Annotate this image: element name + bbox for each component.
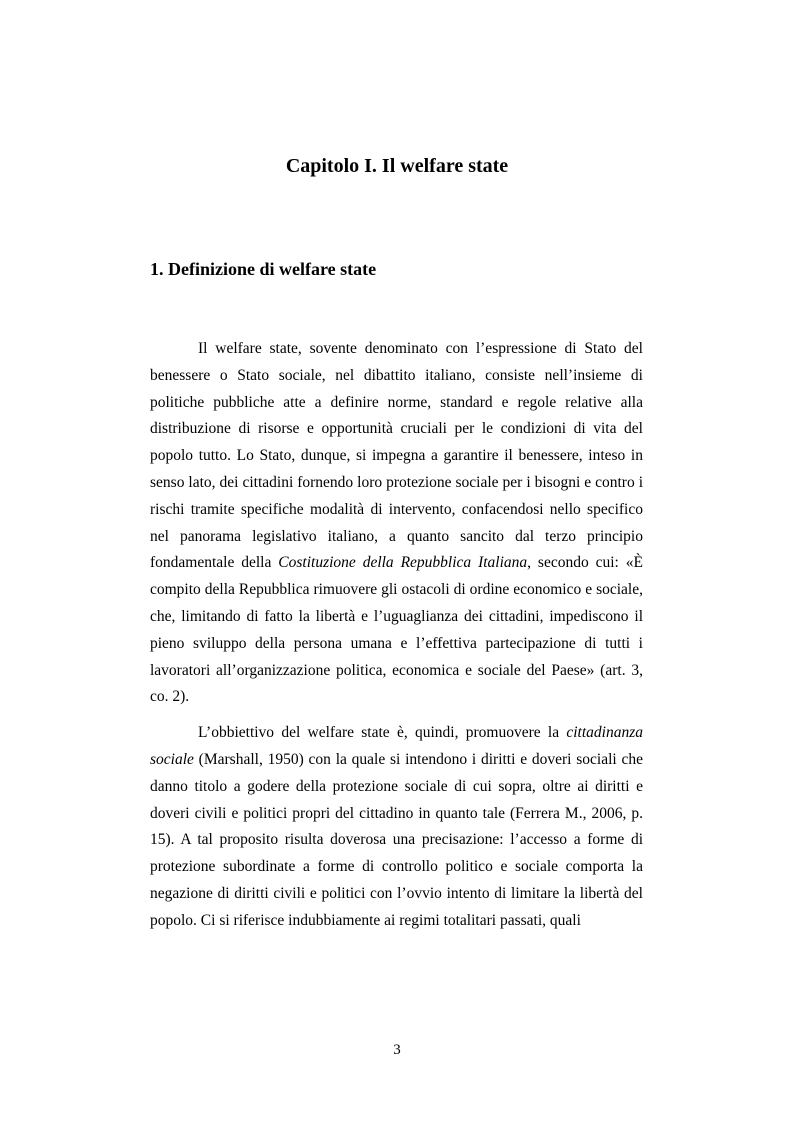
paragraph-1-text-b: , secondo cui: «È compito della Repubblica rimuovere gli ostacoli di ordine economico e sociale, che, limitando di fatto la libertà e l’uguaglianza dei cittadini, impediscono il pieno sviluppo della persona umana e l’effettiva partecipazione di tutti i lavoratori all’organizzazione politica, economica e sociale del Paese» (art. 3, co. 2). [150, 554, 643, 706]
page-number: 3 [393, 1042, 401, 1058]
chapter-title: Capitolo I. Il welfare state [285, 155, 509, 177]
paragraph-1-italic: Costituzione della Repubblica Italiana [278, 554, 528, 572]
body-text [150, 336, 643, 944]
paragraph-2-italic: cittadinanza sociale [150, 724, 643, 768]
paragraph-2 [150, 720, 643, 934]
paragraph-1 [150, 336, 643, 711]
paragraph-2-text-a: L’obbiettivo del welfare state è, quindi, promuovere la [198, 724, 567, 742]
paragraph-1-text-a: Il welfare state, sovente denominato con l’espressione di Stato del benessere o Stato sociale, nel dibattito italiano, consiste nell’insieme di politiche pubbliche atte a definire norme, standard e regole relative alla distribuzione di risorse e opportunità cruciali per le condizioni di vita del popolo tutto. Lo Stato, dunque, si impegna a garantire il benessere, inteso in senso lato, dei cittadini fornendo loro protezione sociale per i bisogni e contro i rischi tramite specifiche modalità di intervento, confacendosi nello specifico nel panorama legislativo italiano, a quanto sancito dal terzo principio fondamentale della [150, 340, 643, 572]
paragraph-2-text-b: (Marshall, 1950) con la quale si intendono i diritti e doveri sociali che danno titolo a godere della protezione sociale di cui sopra, oltre ai diritti e doveri civili e politici propri del cittadino in quanto tale (Ferrera M., 2006, p. 15). A tal proposito risulta doverosa una precisazione: l’accesso a forme di protezione subordinate a forme di controllo politico e sociale comporta la negazione di diritti civili e politici con l’ovvio intento di limitare la libertà del popolo. Ci si riferisce indubbiamente ai regimi totalitari passati, quali [150, 750, 643, 929]
section-title: 1. Definizione di welfare state [150, 259, 377, 279]
